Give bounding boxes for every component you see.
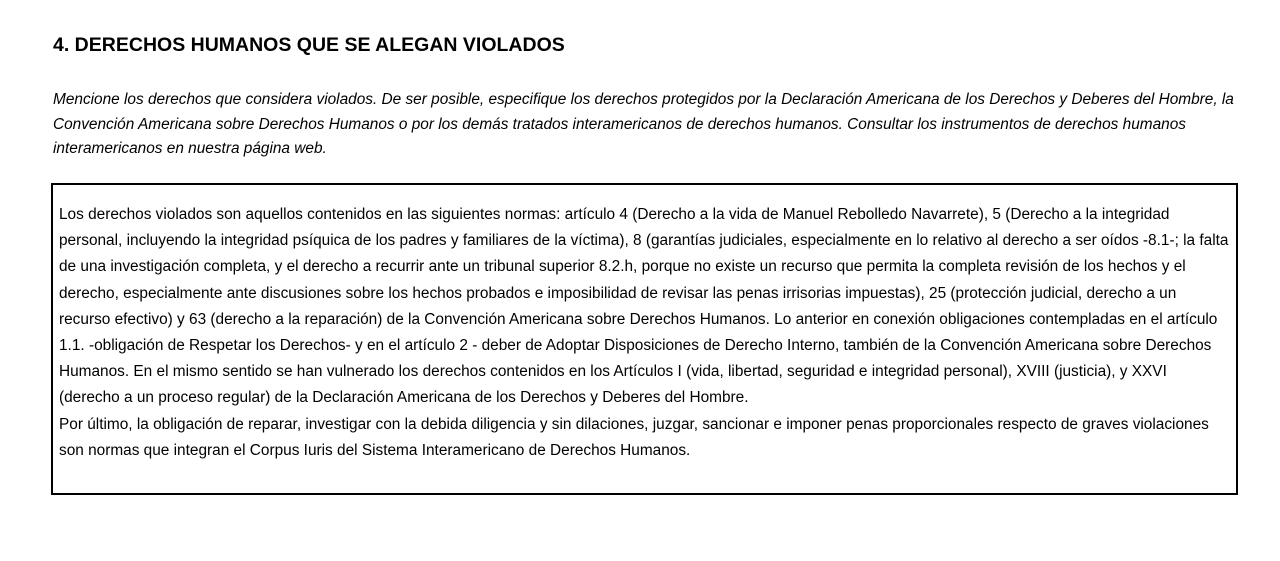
section-title: 4. DERECHOS HUMANOS QUE SE ALEGAN VIOLADOS bbox=[53, 34, 565, 56]
answer-box bbox=[51, 183, 1238, 495]
answer-paragraph-1: Los derechos violados son aquellos contenidos en las siguientes normas: artículo 4 (Derecho a la vida de Manuel Rebolledo Navarrete), 5 (Derecho a la integridad personal, incluyendo la integridad psíquica de los padres y familiares de la víctima), 8 (garantías judiciales, especialmente en lo relativo al derecho a ser oídos -8.1-; la falta de una investigación completa, y el derecho a recurrir ante un tribunal superior 8.2.h, porque no existe un recurso que permita la completa revisión de los hechos y el derecho, especialmente ante discusiones sobre los hechos probados e imposibilidad de revisar las penas irrisorias impuestas), 25 (protección judicial, derecho a un recurso efectivo) y 63 (derecho a la reparación) de la Convención Americana sobre Derechos Humanos. Lo anterior en conexión obligaciones contempladas en el artículo 1.1. -obligación de Respetar los Derechos- y en el artículo 2 - deber de Adoptar Disposiciones de Derecho Interno, también de la Convención Americana sobre Derechos Humanos. En el mismo sentido se han vulnerado los derechos contenidos en los Artículos I (vida, libertad, seguridad e integridad personal), XVIII (justicia), y XXVI (derecho a un proceso regular) de la Declaración Americana de los Derechos y Deberes del Hombre. bbox=[59, 206, 1229, 407]
section-instructions: Mencione los derechos que considera violados. De ser posible, especifique los derechos protegidos por la Declaración Americana de los Derechos y Deberes del Hombre, la Convención Americana sobre Derechos Humanos o por los demás tratados interamericanos de derechos humanos. Consultar los instrumentos de derechos humanos interamericanos en nuestra página web. bbox=[53, 91, 1234, 157]
answer-paragraph-2: Por último, la obligación de reparar, investigar con la debida diligencia y sin dilaciones, juzgar, sancionar e imponer penas proporcionales respecto de graves violaciones son normas que integran el Corpus Iuris del Sistema Interamericano de Derechos Humanos. bbox=[59, 415, 1209, 459]
